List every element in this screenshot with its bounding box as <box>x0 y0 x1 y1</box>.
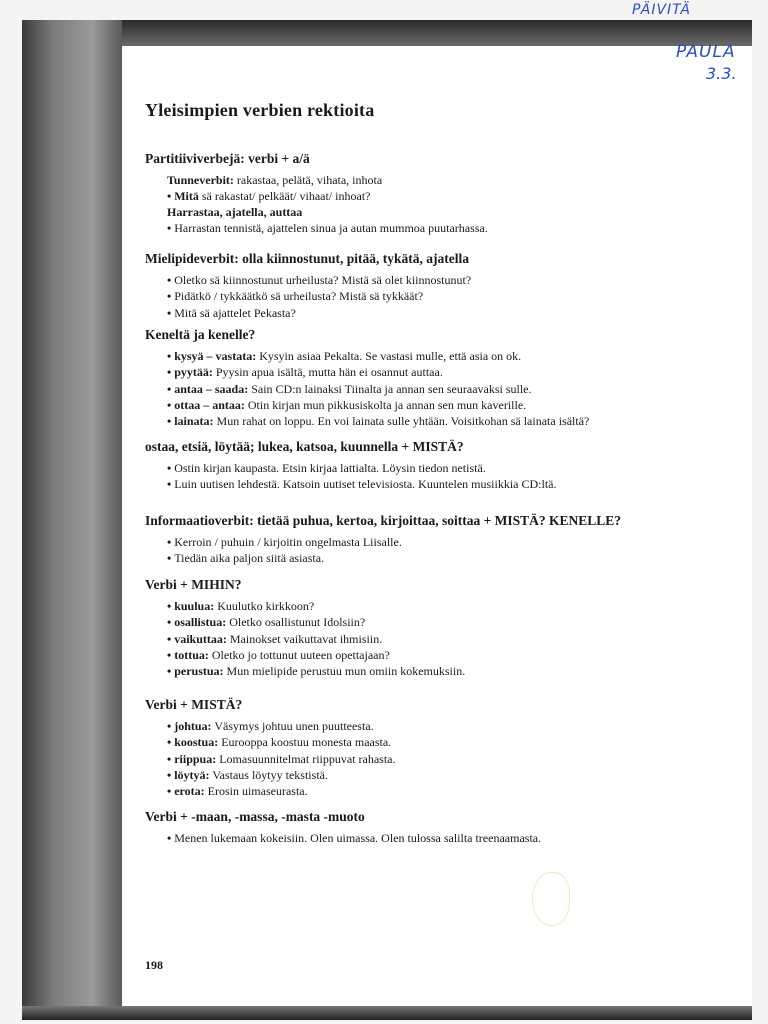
example-text: Mitä sä ajattelet Pekasta? <box>174 305 296 320</box>
example-bullet <box>167 647 465 663</box>
example-bullet <box>167 734 396 750</box>
bullet-icon: • <box>167 381 172 396</box>
scan-bottom-border <box>22 1006 752 1020</box>
bullet-icon: • <box>167 535 172 549</box>
bullet-icon: • <box>167 719 172 733</box>
bullet-icon: • <box>167 784 172 799</box>
verb-term: osallistua: <box>174 615 227 630</box>
example-bullet <box>167 783 396 799</box>
example-bullet <box>167 614 465 630</box>
bullet-icon: • <box>167 551 172 566</box>
verb-term: löytyä: <box>174 767 210 782</box>
example-text: Pyysin apua isältä, mutta hän ei osannut auttaa. <box>212 365 443 380</box>
pencil-smudge <box>532 872 570 926</box>
section <box>145 696 396 799</box>
scan-top-border <box>22 20 752 46</box>
bullet-icon: • <box>167 664 172 679</box>
verb-term: pyytää: <box>174 365 213 380</box>
example-text: Kysyin asiaa Pekalta. Se vastasi mulle, että asia on ok. <box>256 349 522 363</box>
example-bullet <box>167 348 589 364</box>
example-text: Erosin uimaseurasta. <box>204 784 308 799</box>
example-bullet <box>167 460 556 476</box>
verb-term: perustua: <box>174 664 224 679</box>
bullet-icon: • <box>167 735 172 750</box>
section-heading: Informaatioverbit: tietää puhua, kertoa, kirjoittaa, soittaa + MISTÄ? KENELLE? <box>145 513 622 528</box>
verb-term: koostua: <box>174 735 219 750</box>
verb-term: tottua: <box>174 647 209 662</box>
bullet-icon: • <box>167 599 172 613</box>
section-heading: Verbi + MIHIN? <box>145 577 242 592</box>
example-bullet <box>167 631 465 647</box>
handwritten-date: 3.3. <box>706 64 737 83</box>
section <box>145 150 488 237</box>
bullet-icon: • <box>167 221 172 236</box>
verb-term: ottaa – antaa: <box>174 397 245 412</box>
bullet-icon: • <box>167 461 172 475</box>
example-text: Menen lukemaan kokeisiin. Olen uimassa. Olen tulossa salilta treenaamasta. <box>174 831 542 845</box>
example-text: Tiedän aika paljon siitä asiasta. <box>174 551 325 566</box>
example-bullet <box>167 751 396 767</box>
bullet-icon: • <box>167 767 172 782</box>
bullet-icon: • <box>167 414 172 429</box>
example-text: Sain CD:n lainaksi Tiinalta ja annan sen seuraavaksi sulle. <box>248 381 532 396</box>
verb-term: riippua: <box>174 751 217 766</box>
example-bullet <box>167 718 396 734</box>
example-bullet <box>167 381 589 397</box>
section-heading: Verbi + MISTÄ? <box>145 697 243 712</box>
bullet-icon: • <box>167 289 172 304</box>
bullet-icon: • <box>167 631 172 646</box>
bullet-icon: • <box>167 365 172 380</box>
example-bullet <box>167 397 589 413</box>
verb-term: kuulua: <box>174 599 215 613</box>
verb-term: johtua: <box>174 719 212 733</box>
example-text: Otin kirjan mun pikkusiskolta ja annan sen mun kaverille. <box>244 397 527 412</box>
example-text: Harrastan tennistä, ajattelen sinua ja autan mummoa puutarhassa. <box>174 221 488 236</box>
page-number: 198 <box>145 958 163 972</box>
bullet-icon: • <box>167 273 172 287</box>
example-text: Luin uutisen lehdestä. Katsoin uutiset televisiosta. Kuuntelen musiikkia CD:ltä. <box>174 477 557 492</box>
example-bullet <box>167 476 556 492</box>
section <box>145 250 471 321</box>
example-text: Lomasuunnitelmat riippuvat rahasta. <box>216 751 396 766</box>
bullet-icon: • <box>167 751 172 766</box>
section-heading: Keneltä ja kenelle? <box>145 327 256 342</box>
example-bullet <box>167 663 465 679</box>
verb-term: lainata: <box>174 414 214 429</box>
bullet-icon: • <box>167 397 172 412</box>
example-text: Eurooppa koostuu monesta maasta. <box>218 735 392 750</box>
verb-term: antaa – saada: <box>174 381 249 396</box>
verb-group-label <box>167 204 488 220</box>
example-bullet <box>167 288 471 304</box>
bullet-icon: • <box>167 831 172 845</box>
example-bullet <box>167 188 488 204</box>
verb-term: vaikuttaa: <box>174 631 227 646</box>
verb-term: kysyä – vastata: <box>174 349 257 363</box>
verb-term: Mitä <box>174 189 199 203</box>
example-bullet <box>167 305 471 321</box>
bullet-icon: • <box>167 305 172 320</box>
bullet-icon: • <box>167 349 172 363</box>
verb-term: Tunneverbit: <box>167 173 234 187</box>
section-heading: ostaa, etsiä, löytää; lukea, katsoa, kuunnella + MISTÄ? <box>145 439 464 454</box>
handwritten-note-top: PÄIVITÄ <box>632 2 692 18</box>
example-text: Kerroin / puhuin / kirjoitin ongelmasta Liisalle. <box>174 535 402 549</box>
example-text: sä rakastat/ pelkäät/ vihaat/ inhoat? <box>198 189 371 203</box>
section <box>145 438 556 493</box>
verb-term: erota: <box>174 784 205 799</box>
example-bullet <box>167 272 471 288</box>
example-text: rakastaa, pelätä, vihata, inhota <box>233 173 383 187</box>
page-title: Yleisimpien verbien rektioita <box>145 100 375 120</box>
example-bullet <box>167 598 465 614</box>
example-text: Pidätkö / tykkäätkö sä urheilusta? Mistä sä tykkäät? <box>174 289 424 304</box>
section-heading: Partitiiviverbejä: verbi + a/ä <box>145 151 310 166</box>
verb-group-label <box>167 172 488 188</box>
verb-term: Harrastaa, ajatella, auttaa <box>167 205 303 220</box>
example-text: Oletko osallistunut Idolsiin? <box>226 615 366 630</box>
example-text: Väsymys johtuu unen puutteesta. <box>211 719 374 733</box>
bullet-icon: • <box>167 615 172 630</box>
example-text: Mainokset vaikuttavat ihmisiin. <box>226 631 383 646</box>
example-text: Mun mielipide perustuu mun omiin kokemuksiin. <box>223 664 466 679</box>
section-heading: Mielipideverbit: olla kiinnostunut, pitää, tykätä, ajatella <box>145 251 470 266</box>
bullet-icon: • <box>167 189 172 203</box>
example-bullet <box>167 413 589 429</box>
example-text: Kuulutko kirkkoon? <box>214 599 315 613</box>
example-text: Oletko jo tottunut uuteen opettajaan? <box>208 647 390 662</box>
example-text: Mun rahat on loppu. En voi lainata sulle yhtään. Voisitkohan sä lainata isältä? <box>213 414 590 429</box>
example-text: Vastaus löytyy tekstistä. <box>209 767 328 782</box>
bullet-icon: • <box>167 647 172 662</box>
example-bullet <box>167 534 621 550</box>
page-content <box>145 100 705 845</box>
handwritten-name: PAULA <box>676 42 736 62</box>
section-heading: Verbi + -maan, -massa, -masta -muoto <box>145 809 365 824</box>
bullet-icon: • <box>167 477 172 492</box>
example-bullet <box>167 364 589 380</box>
example-text: Oletko sä kiinnostunut urheilusta? Mistä sä olet kiinnostunut? <box>174 273 472 287</box>
example-text: Ostin kirjan kaupasta. Etsin kirjaa lattialta. Löysin tiedon netistä. <box>174 461 486 475</box>
section <box>145 512 621 567</box>
example-bullet <box>167 550 621 566</box>
section <box>145 576 465 679</box>
example-bullet <box>167 767 396 783</box>
scan-left-border <box>22 20 122 1020</box>
section <box>145 326 589 429</box>
example-bullet <box>167 830 541 846</box>
example-bullet <box>167 220 488 236</box>
section <box>145 808 541 846</box>
